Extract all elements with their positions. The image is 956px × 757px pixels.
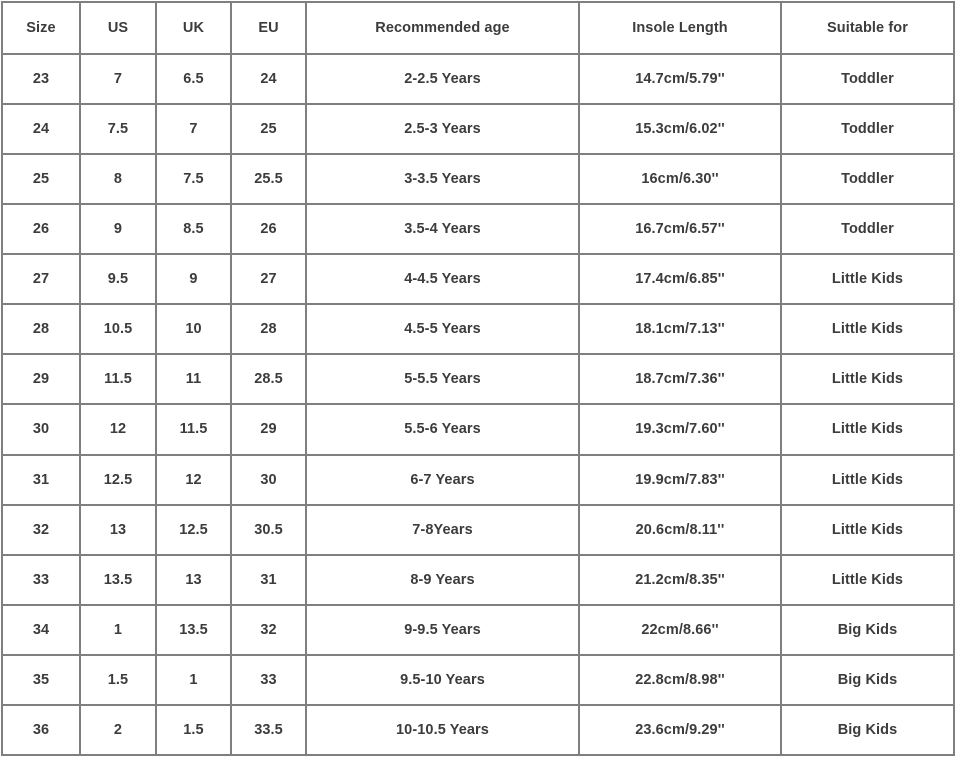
cell-eu: 25.5 (231, 154, 306, 204)
cell-suitable-for: Little Kids (781, 555, 954, 605)
table-row (2, 154, 954, 204)
cell-uk: 10 (156, 304, 231, 354)
table-row (2, 254, 954, 304)
cell-recommended-age: 5-5.5 Years (306, 354, 579, 404)
cell-uk: 1.5 (156, 705, 231, 755)
cell-uk: 11.5 (156, 404, 231, 454)
cell-size: 26 (2, 204, 80, 254)
cell-recommended-age: 4-4.5 Years (306, 254, 579, 304)
table-body (2, 54, 954, 755)
cell-uk: 7 (156, 104, 231, 154)
cell-us: 11.5 (80, 354, 156, 404)
cell-us: 9 (80, 204, 156, 254)
cell-us: 9.5 (80, 254, 156, 304)
cell-us: 12.5 (80, 455, 156, 505)
cell-eu: 27 (231, 254, 306, 304)
cell-uk: 11 (156, 354, 231, 404)
table-row (2, 354, 954, 404)
cell-uk: 13.5 (156, 605, 231, 655)
cell-suitable-for: Big Kids (781, 605, 954, 655)
cell-recommended-age: 2.5-3 Years (306, 104, 579, 154)
cell-suitable-for: Big Kids (781, 655, 954, 705)
cell-recommended-age: 3-3.5 Years (306, 154, 579, 204)
cell-suitable-for: Little Kids (781, 455, 954, 505)
cell-insole-length: 14.7cm/5.79'' (579, 54, 781, 104)
cell-size: 27 (2, 254, 80, 304)
cell-recommended-age: 3.5-4 Years (306, 204, 579, 254)
table-row (2, 104, 954, 154)
cell-eu: 31 (231, 555, 306, 605)
cell-us: 1.5 (80, 655, 156, 705)
cell-eu: 28 (231, 304, 306, 354)
cell-suitable-for: Little Kids (781, 404, 954, 454)
cell-insole-length: 22.8cm/8.98'' (579, 655, 781, 705)
cell-size: 33 (2, 555, 80, 605)
cell-size: 35 (2, 655, 80, 705)
cell-eu: 29 (231, 404, 306, 454)
column-header-size: Size (2, 2, 80, 54)
table-row (2, 505, 954, 555)
cell-us: 7 (80, 54, 156, 104)
cell-size: 23 (2, 54, 80, 104)
table-row (2, 304, 954, 354)
cell-recommended-age: 8-9 Years (306, 555, 579, 605)
cell-size: 25 (2, 154, 80, 204)
cell-us: 8 (80, 154, 156, 204)
cell-recommended-age: 2-2.5 Years (306, 54, 579, 104)
cell-uk: 12 (156, 455, 231, 505)
cell-insole-length: 21.2cm/8.35'' (579, 555, 781, 605)
cell-insole-length: 19.3cm/7.60'' (579, 404, 781, 454)
column-header-insole-length: Insole Length (579, 2, 781, 54)
cell-eu: 28.5 (231, 354, 306, 404)
cell-insole-length: 15.3cm/6.02'' (579, 104, 781, 154)
cell-uk: 9 (156, 254, 231, 304)
header-row (2, 2, 954, 54)
cell-eu: 30.5 (231, 505, 306, 555)
cell-recommended-age: 4.5-5 Years (306, 304, 579, 354)
cell-us: 1 (80, 605, 156, 655)
cell-size: 30 (2, 404, 80, 454)
cell-eu: 25 (231, 104, 306, 154)
table-row (2, 54, 954, 104)
column-header-us: US (80, 2, 156, 54)
cell-insole-length: 23.6cm/9.29'' (579, 705, 781, 755)
cell-recommended-age: 9-9.5 Years (306, 605, 579, 655)
cell-eu: 26 (231, 204, 306, 254)
cell-suitable-for: Little Kids (781, 304, 954, 354)
table-row (2, 705, 954, 755)
cell-us: 7.5 (80, 104, 156, 154)
table-row (2, 455, 954, 505)
cell-suitable-for: Toddler (781, 54, 954, 104)
cell-insole-length: 22cm/8.66'' (579, 605, 781, 655)
column-header-recommended-age: Recommended age (306, 2, 579, 54)
cell-uk: 7.5 (156, 154, 231, 204)
table-row (2, 204, 954, 254)
cell-size: 28 (2, 304, 80, 354)
cell-insole-length: 16.7cm/6.57'' (579, 204, 781, 254)
cell-eu: 33.5 (231, 705, 306, 755)
cell-size: 31 (2, 455, 80, 505)
cell-us: 10.5 (80, 304, 156, 354)
cell-us: 2 (80, 705, 156, 755)
cell-uk: 13 (156, 555, 231, 605)
cell-us: 13 (80, 505, 156, 555)
cell-eu: 33 (231, 655, 306, 705)
cell-size: 36 (2, 705, 80, 755)
table-row (2, 404, 954, 454)
cell-uk: 12.5 (156, 505, 231, 555)
cell-insole-length: 18.1cm/7.13'' (579, 304, 781, 354)
cell-recommended-age: 6-7 Years (306, 455, 579, 505)
cell-recommended-age: 9.5-10 Years (306, 655, 579, 705)
cell-suitable-for: Big Kids (781, 705, 954, 755)
cell-suitable-for: Little Kids (781, 254, 954, 304)
cell-suitable-for: Toddler (781, 204, 954, 254)
cell-size: 29 (2, 354, 80, 404)
cell-uk: 1 (156, 655, 231, 705)
cell-insole-length: 20.6cm/8.11'' (579, 505, 781, 555)
table-header (2, 2, 954, 54)
cell-eu: 32 (231, 605, 306, 655)
cell-recommended-age: 10-10.5 Years (306, 705, 579, 755)
cell-suitable-for: Little Kids (781, 505, 954, 555)
cell-us: 12 (80, 404, 156, 454)
cell-insole-length: 16cm/6.30'' (579, 154, 781, 204)
cell-size: 34 (2, 605, 80, 655)
cell-recommended-age: 5.5-6 Years (306, 404, 579, 454)
table-row (2, 605, 954, 655)
table-row (2, 655, 954, 705)
cell-size: 24 (2, 104, 80, 154)
cell-suitable-for: Toddler (781, 104, 954, 154)
cell-eu: 24 (231, 54, 306, 104)
cell-uk: 6.5 (156, 54, 231, 104)
size-chart-table (1, 1, 955, 756)
cell-insole-length: 17.4cm/6.85'' (579, 254, 781, 304)
cell-recommended-age: 7-8Years (306, 505, 579, 555)
cell-uk: 8.5 (156, 204, 231, 254)
column-header-suitable-for: Suitable for (781, 2, 954, 54)
column-header-uk: UK (156, 2, 231, 54)
cell-suitable-for: Little Kids (781, 354, 954, 404)
table-row (2, 555, 954, 605)
column-header-eu: EU (231, 2, 306, 54)
cell-insole-length: 18.7cm/7.36'' (579, 354, 781, 404)
cell-eu: 30 (231, 455, 306, 505)
cell-suitable-for: Toddler (781, 154, 954, 204)
cell-size: 32 (2, 505, 80, 555)
cell-insole-length: 19.9cm/7.83'' (579, 455, 781, 505)
cell-us: 13.5 (80, 555, 156, 605)
